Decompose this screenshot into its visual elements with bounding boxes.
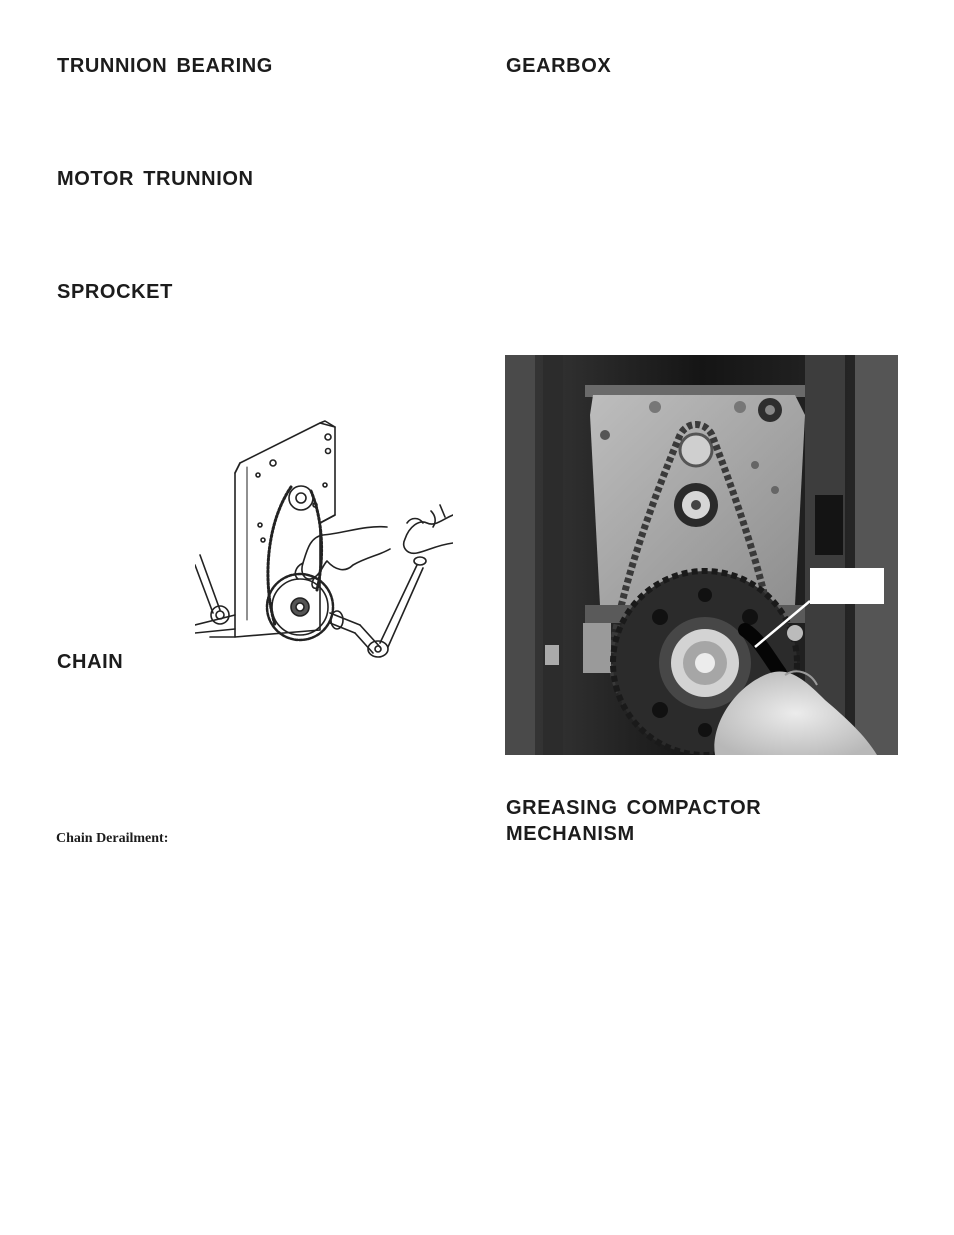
heading-greasing-compactor-mechanism (506, 795, 761, 847)
subheading-chain-derailment: Chain Derailment: (56, 831, 169, 846)
heading-chain: CHAIN (57, 651, 124, 673)
heading-gearbox: GEARBOX (506, 55, 612, 77)
heading-motor-trunnion: MOTOR TRUNNION (57, 168, 254, 190)
heading-sprocket: SPROCKET (57, 281, 173, 303)
gearbox-chain-photo-icon (505, 355, 898, 755)
sprocket-wrench-illustration (195, 415, 453, 660)
heading-greasing-line-2: MECHANISM (506, 823, 635, 845)
heading-greasing-line-1: GREASING COMPACTOR (506, 797, 762, 819)
heading-trunnion-bearing: TRUNNION BEARING (57, 55, 273, 77)
gearbox-photo (505, 355, 898, 755)
sprocket-hand-wrench-drawing-icon (195, 415, 453, 660)
